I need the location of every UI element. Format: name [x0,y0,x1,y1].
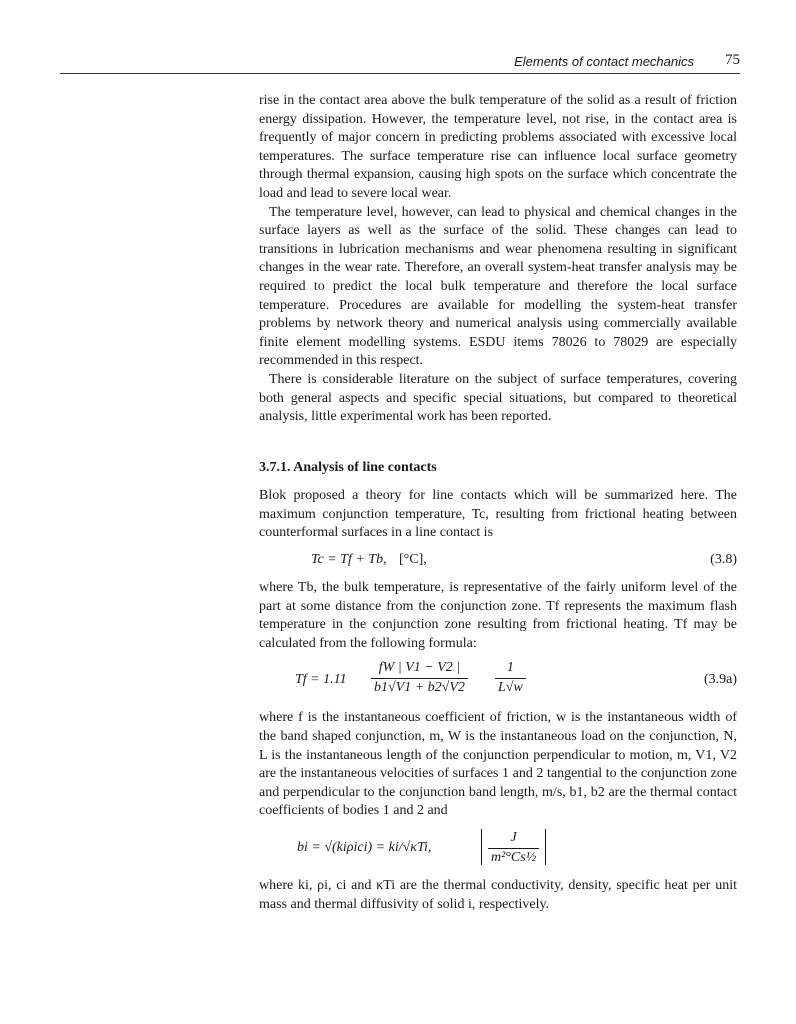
paragraph: There is considerable literature on the subject of surface temperatures, covering both general aspects and specific special situations, but compared to theoretical analysis, little experimental work has been reported. [259,371,737,425]
fraction-denominator: b1√V1 + b2√V2 [374,680,465,696]
equation-thermal-coefficient [259,827,737,871]
fraction-denominator: L√w [498,680,523,696]
paragraph: where ki, ρi, ci and κTi are the thermal conductivity, density, specific heat per unit mass and thermal diffusivity of solid i, respectively. [259,878,737,912]
page-number: 75 [725,52,740,68]
equation-3-8 [259,549,737,573]
unit-numerator: J [488,829,539,849]
fraction-secondary [495,659,526,697]
equation-number: (3.8) [710,552,737,568]
equation-lhs: Tf = 1.11 [295,672,347,688]
equation-number: (3.9a) [703,672,737,688]
body-text [259,92,737,914]
fraction-numerator: 1 [495,659,526,679]
unit-bracket [481,829,546,865]
unit-fraction [488,829,539,867]
header-rule [60,73,740,74]
equation-3-9a [259,659,737,703]
paragraph: Blok proposed a theory for line contacts which will be summarized here. The maximum conjunction temperature, Tc, resulting from frictional heating between counterformal surfaces in a line contact is [259,488,737,541]
running-title: Elements of contact mechanics [514,54,694,69]
section-heading [259,459,737,478]
paragraph: where Tb, the bulk temperature, is representative of the fairly uniform level of the part at some distance from the conjunction zone. Tf represents the maximum flash temperature in the conjunction zone resulting from frictional heating. Tf may be calculated from the following formula: [259,580,737,651]
fraction-numerator: fW | V1 − V2 | [371,659,468,679]
unit-denominator: m²°Cs½ [491,849,537,865]
equation-unit: [°C], [399,552,427,568]
paragraph: The temperature level, however, can lead to physical and chemical changes in the surface layers as well as the surface of the solid. These changes can lead to transitions in lubrication mechanisms and wear phenomena resulting in significant changes in the wear rate. Therefore, an overall system-heat transfer analysis may be required to predict the local bulk temperature and therefore the local surface temperature. Procedures are available for modelling the system-heat transfer problems by network theory and numerical analysis using commercially available finite element modelling systems. ESDU items 78026 to 78029 are especially recommended in this respect. [259,204,737,369]
page-header [60,52,740,72]
fraction-main [371,659,468,697]
equation-text: bi = √(kiρici) = ki/√κTi, [297,840,432,855]
section-number: 3.7.1. [259,459,291,475]
paragraph: where f is the instantaneous coefficient of friction, w is the instantaneous width of the band shaped conjunction, m, W is the instantaneous load on the conjunction, N, L is the instantaneous length of the conjunction perpendicular to motion, m, V1, V2 are the instantaneous velocities of surfaces 1 and 2 tangential to the conjunction zone and perpendicular to the conjunction band length, m/s, b1, b2 are the thermal contact coefficients of bodies 1 and 2 and [259,710,737,819]
equation-lhs: Tc = Tf + Tb, [311,552,387,568]
paragraph: rise in the contact area above the bulk temperature of the solid as a result of friction energy dissipation. However, the temperature level, not rise, in the contact area is frequently of major concern in predicting problems associated with excessive local temperatures. The surface temperature rise can influence local surface geometry through thermal expansion, causing high spots on the surface which concentrate the load and lead to severe local wear. [259,93,737,201]
section-title: Analysis of line contacts [293,459,437,475]
